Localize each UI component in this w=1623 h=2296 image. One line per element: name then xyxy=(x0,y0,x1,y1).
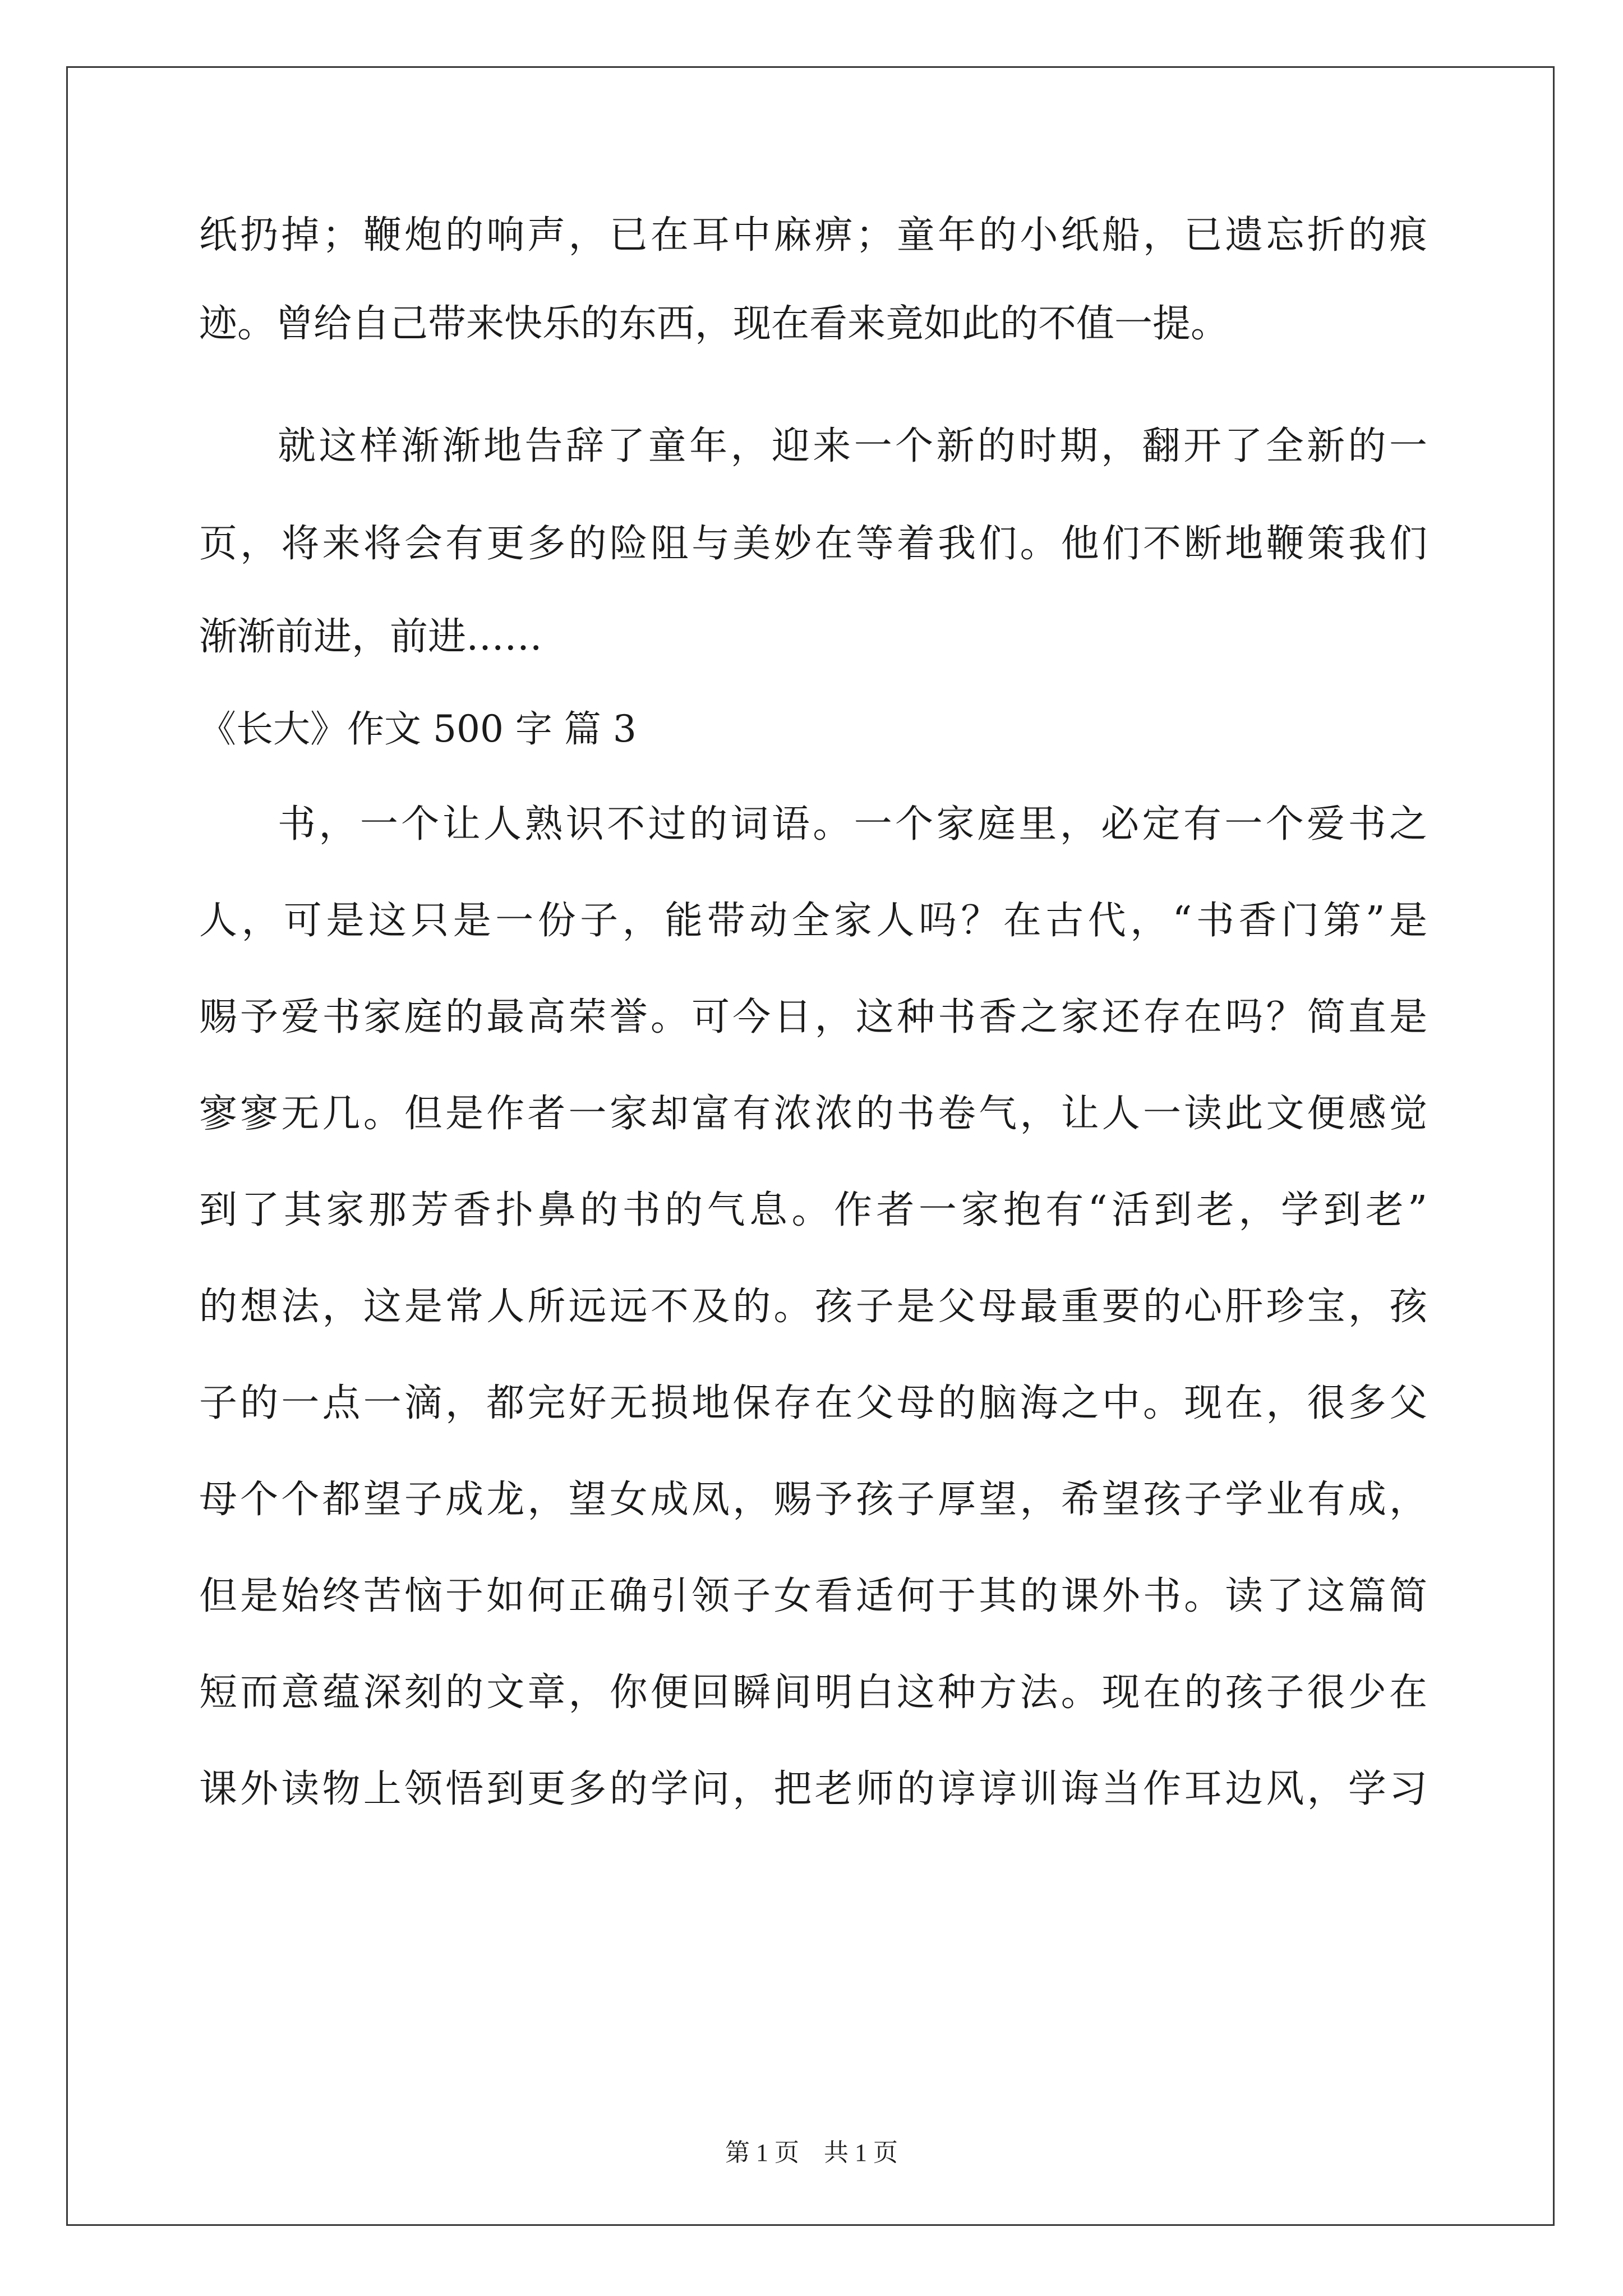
paragraph-line: 的想法，这是常人所远远不及的。孩子是父母最重要的心肝珍宝，孩 xyxy=(199,1285,1427,1329)
paragraph-line: 书，一个让人熟识不过的词语。一个家庭里，必定有一个爱书之 xyxy=(278,802,1427,846)
paragraph-line: 纸扔掉；鞭炮的响声，已在耳中麻痹；童年的小纸船，已遗忘折的痕 xyxy=(199,213,1427,257)
paragraph-line: 但是始终苦恼于如何正确引领子女看适何于其的课外书。读了这篇简 xyxy=(199,1574,1427,1618)
paragraph-line: 页，将来将会有更多的险阻与美妙在等着我们。他们不断地鞭策我们 xyxy=(199,522,1427,566)
section-heading: 《长大》作文 500 字 篇 3 xyxy=(199,707,637,751)
paragraph-line: 赐予爱书家庭的最高荣誉。可今日，这种书香之家还存在吗？简直是 xyxy=(199,995,1427,1039)
page-footer: 第 1 页 共 1 页 xyxy=(725,2139,898,2166)
paragraph-line: 迹。曾给自己带来快乐的东西，现在看来竟如此的不值一提。 xyxy=(199,302,1229,346)
paragraph-line: 课外读物上领悟到更多的学问，把老师的谆谆训诲当作耳边风，学习 xyxy=(199,1767,1427,1811)
paragraph-line: 人，可是这只是一份子，能带动全家人吗？在古代，“书香门第”是 xyxy=(199,899,1427,943)
paragraph-line: 子的一点一滴，都完好无损地保存在父母的脑海之中。现在，很多父 xyxy=(199,1381,1427,1425)
paragraph-line: 到了其家那芳香扑鼻的书的气息。作者一家抱有“活到老，学到老” xyxy=(199,1188,1427,1232)
paragraph-line: 渐渐前进，前进…… xyxy=(199,615,543,659)
paragraph-line: 母个个都望子成龙，望女成凤，赐予孩子厚望，希望孩子学业有成， xyxy=(199,1478,1427,1522)
paragraph-line: 寥寥无几。但是作者一家却富有浓浓的书卷气，让人一读此文便感觉 xyxy=(199,1092,1427,1136)
paragraph-line: 短而意蕴深刻的文章，你便回瞬间明白这种方法。现在的孩子很少在 xyxy=(199,1671,1427,1715)
paragraph-line: 就这样渐渐地告辞了童年，迎来一个新的时期，翻开了全新的一 xyxy=(278,424,1427,468)
